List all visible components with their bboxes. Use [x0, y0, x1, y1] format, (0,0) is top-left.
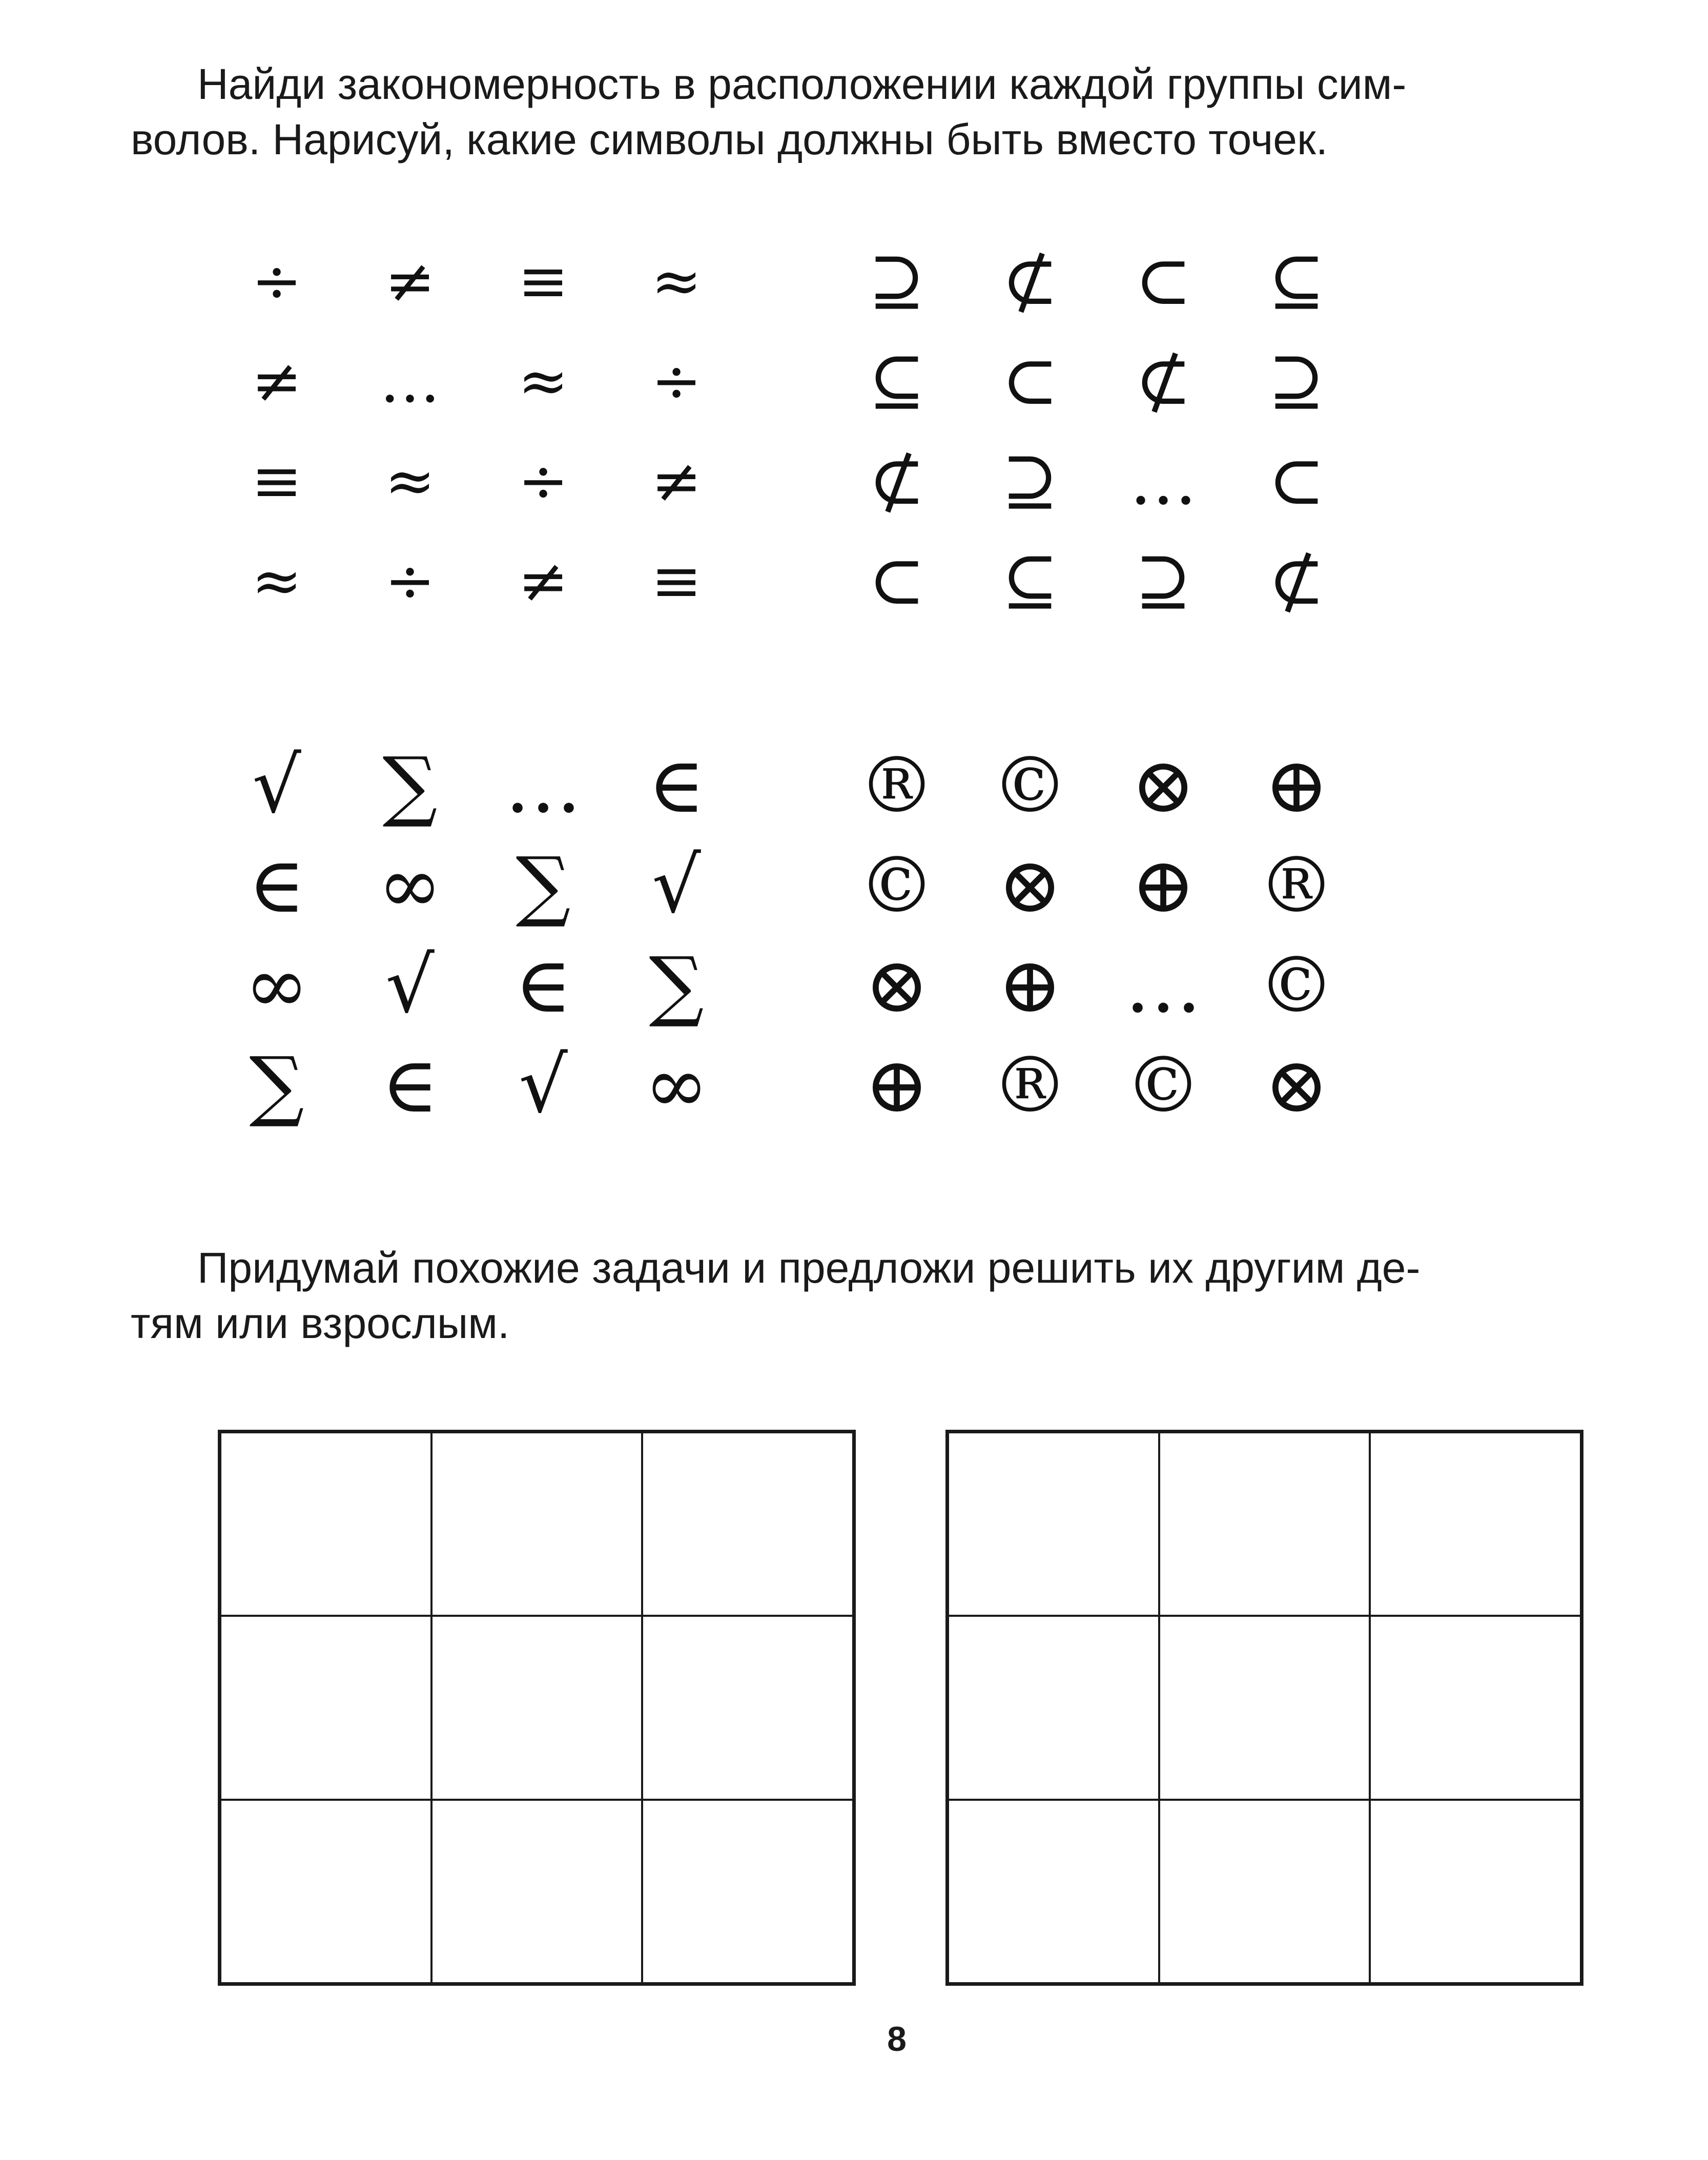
puzzle-symbol: ⊕: [1131, 840, 1196, 930]
puzzle-symbol: ⊗: [998, 840, 1062, 930]
puzzle-symbol: √: [652, 840, 701, 930]
puzzle-symbol: ∞: [244, 940, 309, 1030]
drawing-grid-right[interactable]: [945, 1430, 1583, 1986]
puzzle-symbol: ∈: [381, 1040, 439, 1130]
puzzle-symbol: ∈: [515, 940, 572, 1030]
drawing-cell[interactable]: [1370, 1800, 1581, 1983]
puzzle-symbol: ∈: [648, 740, 705, 830]
drawing-cell[interactable]: [1370, 1616, 1581, 1799]
drawing-cell[interactable]: [642, 1432, 853, 1616]
puzzle-symbol: ⊗: [865, 940, 929, 1030]
drawing-cell[interactable]: [1370, 1432, 1581, 1616]
puzzle-symbol[interactable]: …: [1129, 441, 1197, 520]
puzzle-symbol: ®: [858, 740, 935, 830]
puzzle-symbol: √: [252, 740, 301, 830]
puzzle-symbol: ⊗: [1264, 1040, 1329, 1130]
puzzle-symbol: ©: [992, 740, 1068, 830]
puzzle-symbol: ®: [1258, 840, 1335, 930]
puzzle-symbol: ÷: [251, 245, 302, 316]
drawing-cell[interactable]: [431, 1432, 643, 1616]
drawing-cell[interactable]: [1159, 1432, 1370, 1616]
puzzle-symbol: √: [519, 1040, 568, 1130]
puzzle-symbol: ≈: [384, 445, 436, 516]
puzzle-symbol: ≡: [251, 445, 302, 516]
puzzle-symbol: ⊇: [1268, 341, 1325, 420]
drawing-grid-left[interactable]: [218, 1430, 856, 1986]
drawing-cell[interactable]: [642, 1616, 853, 1799]
puzzle-symbol: ⊕: [865, 1040, 929, 1130]
puzzle-symbol: ⊕: [998, 940, 1062, 1030]
puzzle-symbol: ⊂: [1001, 341, 1059, 420]
puzzle-symbol: ⊂: [1135, 241, 1192, 320]
puzzle-symbol: ⊆: [1001, 541, 1059, 620]
page-number: 8: [887, 2020, 907, 2059]
puzzle-symbol: ≠: [384, 245, 436, 316]
puzzle-symbol: ≈: [518, 345, 569, 416]
puzzle-symbol: ≠: [651, 445, 702, 516]
puzzle-symbol: ⊆: [1268, 241, 1325, 320]
drawing-cell[interactable]: [220, 1432, 431, 1616]
task-1-line-1: Найди закономерность в расположении каждой группы сим-: [197, 60, 1407, 108]
task-2-line-1: Придумай похожие задачи и предложи решить их другим де-: [197, 1244, 1421, 1292]
puzzle-symbol: ⊇: [868, 241, 925, 320]
puzzle-symbol: ÷: [518, 445, 569, 516]
puzzle-symbol: ÷: [384, 545, 436, 616]
puzzle-symbol: ©: [1125, 1040, 1202, 1130]
puzzle-symbol: ∈: [248, 840, 305, 930]
puzzle-symbol: ≡: [518, 245, 569, 316]
puzzle-symbol: ⊄: [868, 441, 925, 520]
puzzle-symbol: ≡: [651, 545, 702, 616]
puzzle-symbol: ≈: [251, 545, 302, 616]
puzzle-symbol[interactable]: …: [380, 345, 440, 416]
puzzle-grid-bottom-right: [830, 735, 1363, 1135]
puzzle-symbol: ≠: [251, 345, 302, 416]
puzzle-symbol: ⊆: [868, 341, 925, 420]
puzzle-symbol[interactable]: …: [505, 740, 582, 830]
puzzle-symbol: ∑: [382, 740, 438, 830]
task-2-instruction: [131, 1240, 1607, 1351]
drawing-cell[interactable]: [948, 1432, 1159, 1616]
puzzle-grid-top-right: [830, 231, 1363, 630]
puzzle-symbol[interactable]: …: [1125, 940, 1202, 1030]
puzzle-symbol: ⊂: [868, 541, 925, 620]
drawing-cell[interactable]: [642, 1800, 853, 1983]
puzzle-symbol: ⊂: [1268, 441, 1325, 520]
drawing-cell[interactable]: [220, 1800, 431, 1983]
puzzle-symbol: ⊗: [1131, 740, 1196, 830]
drawing-cell[interactable]: [948, 1616, 1159, 1799]
puzzle-symbol: ∑: [516, 840, 571, 930]
puzzle-symbol: ⊄: [1135, 341, 1192, 420]
drawing-cell[interactable]: [948, 1800, 1159, 1983]
drawing-cell[interactable]: [220, 1616, 431, 1799]
task-1-instruction: [131, 56, 1607, 167]
puzzle-symbol: ∞: [378, 840, 442, 930]
puzzle-symbol: ⊄: [1001, 241, 1059, 320]
drawing-cell[interactable]: [431, 1800, 643, 1983]
puzzle-grid-bottom-left: [210, 735, 743, 1135]
puzzle-symbol: ⊄: [1268, 541, 1325, 620]
puzzle-symbol: ÷: [651, 345, 702, 416]
puzzle-symbol: √: [385, 940, 435, 1030]
drawing-cell[interactable]: [1159, 1800, 1370, 1983]
puzzle-symbol: ©: [1258, 940, 1335, 1030]
puzzle-symbol: ⊇: [1001, 441, 1059, 520]
drawing-cell[interactable]: [1159, 1616, 1370, 1799]
task-2-line-2: тям или взрослым.: [131, 1299, 510, 1347]
puzzle-symbol: ≈: [651, 245, 702, 316]
task-1-line-2: волов. Нарисуй, какие символы должны быть вместо точек.: [131, 115, 1328, 163]
puzzle-symbol: ∑: [649, 940, 704, 1030]
puzzle-symbol: ∑: [249, 1040, 304, 1130]
puzzle-symbol: ⊕: [1264, 740, 1329, 830]
puzzle-symbol: ©: [858, 840, 935, 930]
puzzle-symbol: ∞: [644, 1040, 709, 1130]
puzzle-symbol: ⊇: [1135, 541, 1192, 620]
puzzle-symbol: ≠: [518, 545, 569, 616]
drawing-cell[interactable]: [431, 1616, 643, 1799]
puzzle-symbol: ®: [992, 1040, 1068, 1130]
puzzle-grid-top-left: [210, 231, 743, 630]
